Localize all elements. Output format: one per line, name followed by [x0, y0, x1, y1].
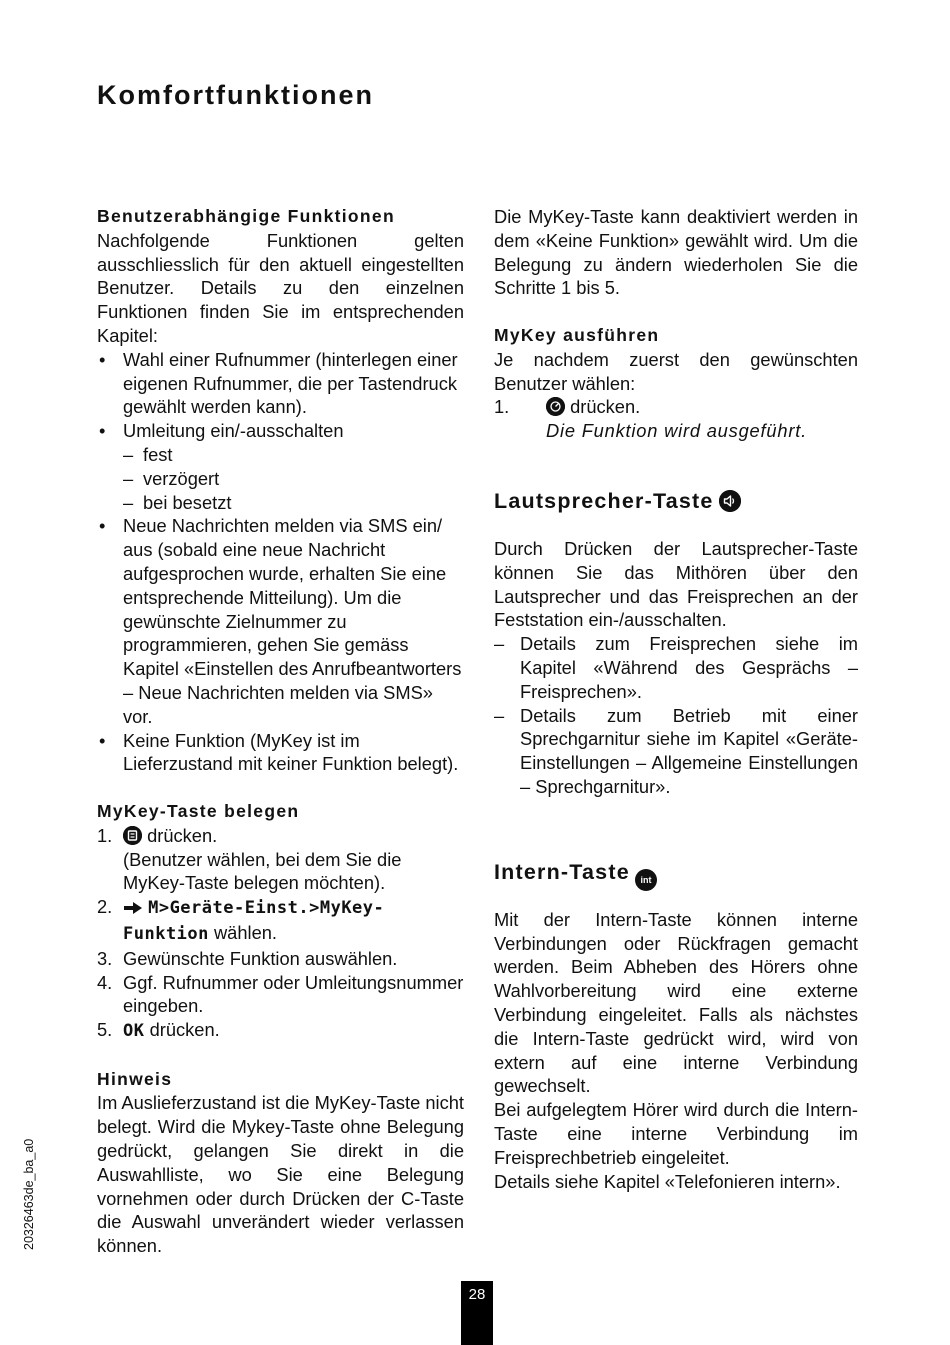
section-heading-mykey-execute: MyKey ausführen — [494, 324, 660, 345]
list-item — [97, 514, 464, 728]
section-heading-mykey-assign: MyKey-Taste belegen — [97, 800, 300, 821]
left-column — [97, 205, 464, 1258]
intern-text-1: Mit der Intern-Taste können interne Verbindungen oder Rückfragen gemacht werden. Beim Abheben des Hörers ohne Wahlvorbereitung wird eine externe Verbindung eingeleitet. Falls als nächstes die Intern-Taste gedrückt wird, wird von extern auf eine interne Verbindung gewechselt. — [494, 908, 858, 1097]
step-item — [97, 947, 464, 971]
note-text: Im Auslieferzustand ist die MyKey-Taste nicht belegt. Wird die Mykey-Taste ohne Belegung gedrückt, gelangen Sie direkt in die Auswahlliste, wo Sie eine Belegung vornehmen oder durch Drücken der C-Taste die Auswahl unverändert wieder verlassen können. — [97, 1092, 464, 1257]
sub-item: – verzögert — [123, 467, 464, 491]
list-item — [97, 348, 464, 419]
mykey-button-icon — [123, 826, 142, 845]
step-number: 1. — [97, 824, 113, 846]
mykey-execute-step — [494, 395, 858, 443]
step-number: 3. — [97, 947, 113, 969]
intern-text-2: Bei aufgelegtem Hörer wird durch die Intern-Taste eine interne Verbindung im Freisprechbetrieb eingeleitet. — [494, 1099, 858, 1168]
step-item — [97, 824, 464, 895]
step-item — [97, 971, 464, 1019]
mykey-dial-icon — [546, 397, 565, 416]
mykey-assign-steps — [97, 824, 464, 1044]
list-item-text: Umleitung ein/-ausschalten — [123, 420, 344, 442]
intern-key-icon: int — [635, 869, 657, 891]
step-number: 2. — [97, 896, 113, 918]
step-text: Ggf. Rufnummer oder Umleitungsnummer eingeben. — [123, 971, 464, 1017]
user-functions-list — [97, 348, 464, 776]
list-item: – Details zum Freisprechen siehe im Kapitel «Während des Gesprächs – Freisprechen». — [494, 632, 858, 703]
step-note: (Benutzer wählen, bei dem Sie die MyKey-Taste belegen möchten). — [123, 848, 402, 894]
step-number: 5. — [97, 1019, 113, 1041]
list-item-text: Neue Nachrichten melden via SMS ein/ aus (sobald eine neue Nachricht aufgesprochen wurde, erhalten Sie eine entsprechende Mitteilung). Um die gewünschte Zielnummer zu programmieren, gehen Sie gemäss Kapitel «Einstellen des Anrufbeantworters – Neue Nachrichten melden via SMS» vor. — [123, 515, 462, 727]
menu-path: M>Geräte-Einst.>MyKey-Funktion — [123, 898, 385, 944]
divert-sublist — [123, 443, 464, 514]
speaker-heading-row — [494, 490, 858, 523]
list-item-text: Keine Funktion (MyKey ist im Lieferzustand mit keiner Funktion belegt). — [123, 729, 459, 775]
section-heading-user-functions: Benutzerabhängige Funktionen — [97, 206, 395, 226]
list-item — [97, 419, 464, 514]
list-item — [97, 729, 464, 777]
sub-item: – fest — [123, 443, 464, 467]
list-item: – Details zum Betrieb mit einer Sprechgarnitur siehe im Kapitel «Geräte-Einstellungen – Allgemeine Einstellungen – Sprechgarnitur». — [494, 704, 858, 799]
speaker-text: Durch Drücken der Lautsprecher-Taste können Sie das Mithören über den Lautsprecher und das Freisprechen an der Feststation ein-/ausschalten. — [494, 537, 858, 631]
page-number: 28 — [461, 1281, 493, 1345]
right-column — [494, 205, 858, 1193]
page-title: Komfortfunktionen — [97, 80, 374, 110]
sub-item: – bei besetzt — [123, 491, 464, 515]
ok-key-label: OK — [123, 1021, 145, 1042]
user-functions-intro: Nachfolgende Funktionen gelten ausschliesslich für den aktuell eingestellten Benutzer. Details zu den einzelnen Funktionen finden Sie im entsprechenden Kapitel: — [97, 229, 464, 346]
step-text: drücken. — [147, 824, 218, 846]
speaker-icon — [719, 490, 741, 512]
step-text: wählen. — [213, 921, 277, 943]
list-item-text: Wahl einer Rufnummer (hinterlegen einer eigenen Rufnummer, die per Tastendruck gewählt werden kann). — [123, 348, 458, 418]
step-item — [97, 1018, 464, 1044]
intern-text-3: Details siehe Kapitel «Telefonieren intern». — [494, 1170, 841, 1192]
step-result: Die Funktion wird ausgeführt. — [546, 420, 807, 442]
section-heading-intern: Intern-Taste — [494, 859, 630, 884]
intern-heading-row — [494, 861, 858, 894]
document-code: 20326463de_ba_a0 — [22, 1138, 36, 1250]
step-item — [97, 895, 464, 947]
step-text: drücken. — [149, 1019, 220, 1041]
section-heading-note: Hinweis — [97, 1068, 173, 1089]
section-heading-speaker: Lautsprecher-Taste — [494, 488, 714, 513]
step-text: Gewünschte Funktion auswählen. — [123, 947, 398, 969]
step-text: drücken. — [570, 396, 641, 418]
mykey-execute-text: Je nachdem zuerst den gewünschten Benutzer wählen: — [494, 348, 858, 394]
navigate-arrow-icon — [123, 897, 143, 921]
speaker-details-list — [494, 632, 858, 799]
step-number: 1. — [494, 396, 510, 418]
step-number: 4. — [97, 971, 113, 993]
mykey-deactivate-text: Die MyKey-Taste kann deaktiviert werden in dem «Keine Funktion» gewählt wird. Um die Belegung zu ändern wiederholen Sie die Schritte 1 bis 5. — [494, 206, 858, 299]
